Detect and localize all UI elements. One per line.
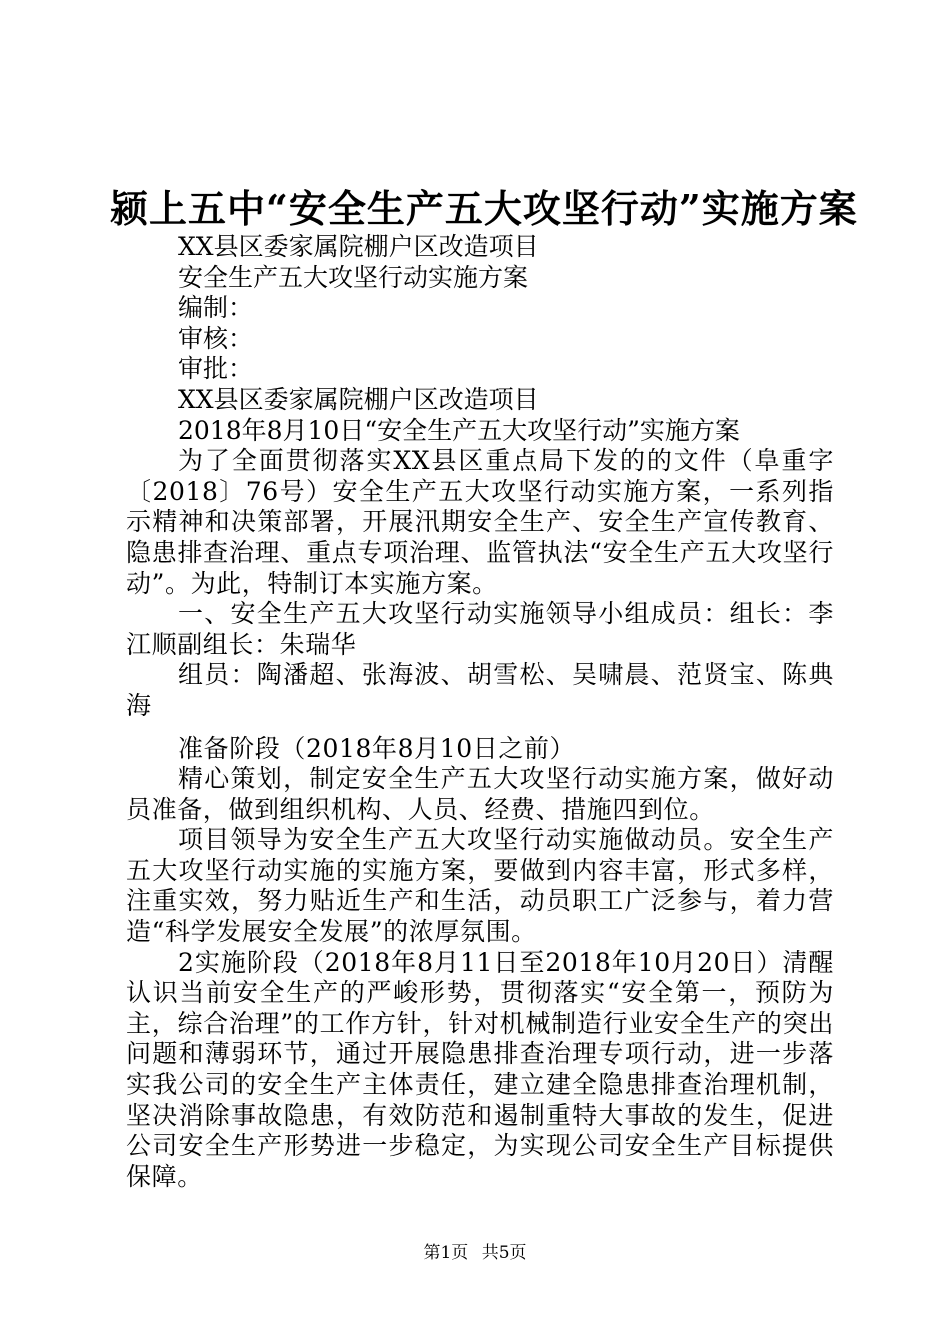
paragraph-intro: 为了全面贯彻落实XX县区重点局下发的的文件（阜重字〔2018〕76号）安全生产五大攻坚行动实施方案，一系列指示精神和决策部署，开展汛期安全生产、安全生产宣传教育、隐患排查治理、重点专项治理、监管执法“安全生产五大攻坚行动”。为此，特制订本实施方案。 xyxy=(126,446,834,598)
header-line-project: XX县区委家属院棚户区改造项目 xyxy=(178,232,539,261)
document-title: 颍上五中“安全生产五大攻坚行动”实施方案 xyxy=(110,186,858,231)
paragraph-members: 组员：陶潘超、张海波、胡雪松、吴啸晨、范贤宝、陈典海 xyxy=(126,660,834,720)
paragraph-preparation-stage: 准备阶段（2018年8月10日之前） xyxy=(178,733,576,763)
paragraph-planning: 精心策划，制定安全生产五大攻坚行动实施方案，做好动员准备，做到组织机构、人员、经费、措施四到位。 xyxy=(126,764,834,824)
header-line-reviewed-by: 审核： xyxy=(178,323,254,353)
page-total: 共5页 xyxy=(481,1243,527,1263)
paragraph-leadership: 一、安全生产五大攻坚行动实施领导小组成员：组长：李江顺副组长：朱瑞华 xyxy=(126,599,834,659)
page-number: 第1页 xyxy=(423,1243,469,1263)
header-line-project-repeat: XX县区委家属院棚户区改造项目 xyxy=(178,384,539,414)
header-line-date: 2018年8月10日“安全生产五大攻坚行动”实施方案 xyxy=(178,415,740,445)
page-footer xyxy=(0,1238,950,1263)
document-body xyxy=(126,232,834,1192)
header-line-compiled-by: 编制： xyxy=(178,293,254,323)
paragraph-implementation-stage: 2实施阶段（2018年8月11日至2018年10月20日）清醒认识当前安全生产的严峻形势，贯彻落实“安全第一，预防为主，综合治理”的工作方针，针对机械制造行业安全生产的突出问题和薄弱环节，通过开展隐患排查治理专项行动，进一步落实我公司的安全生产主体责任，建立建全隐患排查治理机制，坚决消除事故隐患，有效防范和遏制重特大事故的发生，促进公司安全生产形势进一步稳定，为实现公司安全生产目标提供保障。 xyxy=(126,947,834,1191)
header-line-approved-by: 审批： xyxy=(178,354,254,384)
paragraph-mobilization: 项目领导为安全生产五大攻坚行动实施做动员。安全生产五大攻坚行动实施的实施方案，要做到内容丰富，形式多样，注重实效，努力贴近生产和生活，动员职工广泛参与，着力营造“科学发展安全发展”的浓厚氛围。 xyxy=(126,825,834,947)
header-line-plan-name: 安全生产五大攻坚行动实施方案 xyxy=(178,262,529,292)
